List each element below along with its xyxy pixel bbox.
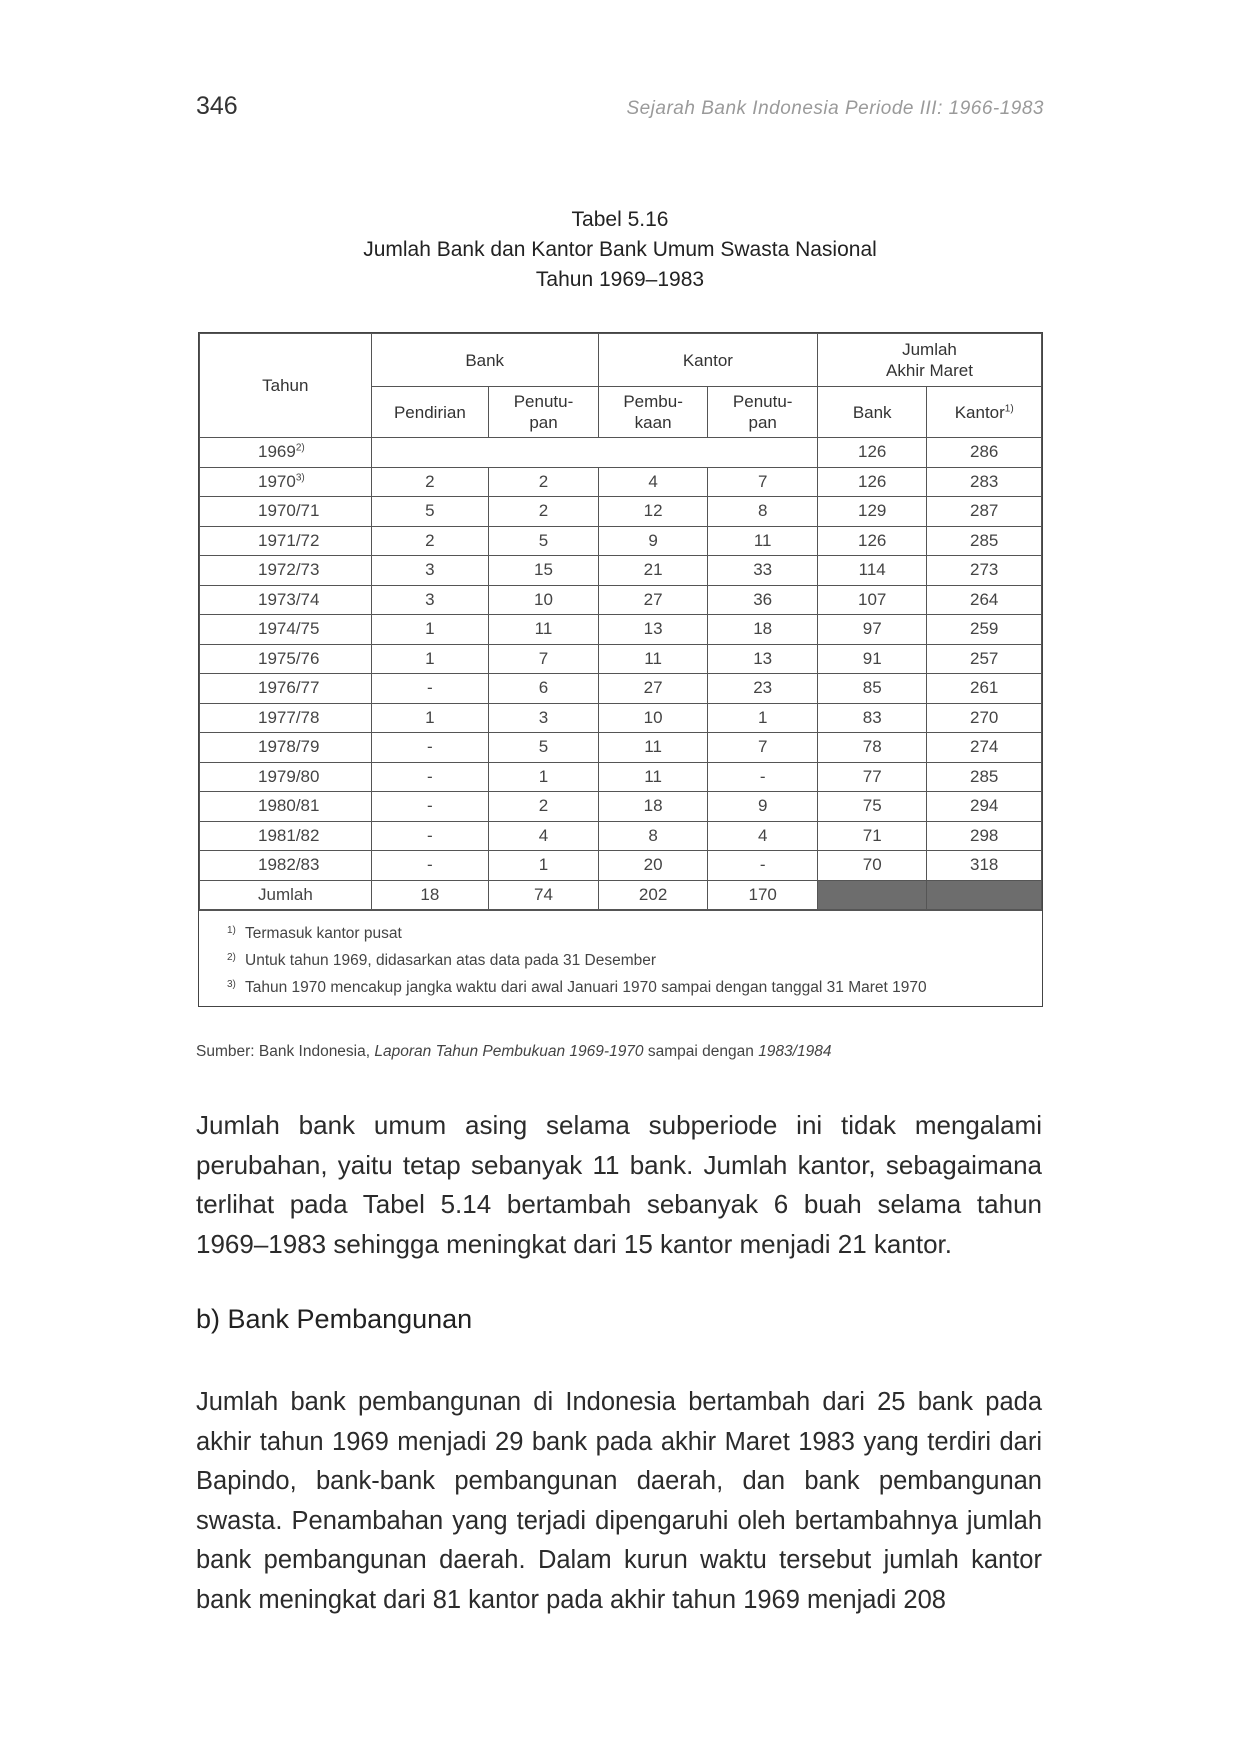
- table-row: [200, 703, 1042, 733]
- cell-penutupan-kantor: 13: [708, 644, 818, 674]
- cell-year: [200, 703, 372, 733]
- cell-year: [200, 762, 372, 792]
- table-caption: [0, 205, 1240, 295]
- cell-year: [200, 438, 372, 468]
- cell-pembukaan: 9: [598, 526, 708, 556]
- cell-kantor: 257: [927, 644, 1042, 674]
- table-source: [196, 1043, 831, 1061]
- cell-bank: 85: [817, 674, 926, 704]
- cell-pendirian: -: [371, 821, 489, 851]
- cell-pendirian: 1: [371, 615, 489, 645]
- cell-pendirian: -: [371, 792, 489, 822]
- source-middle: sampai dengan: [647, 1043, 754, 1060]
- cell-penutupan-bank: 1: [489, 851, 599, 881]
- cell-penutupan-bank: 4: [489, 821, 599, 851]
- header-bank-group: Bank: [371, 334, 598, 387]
- cell-bank: 91: [817, 644, 926, 674]
- cell-year-text: 1975/76: [258, 648, 320, 668]
- cell-bank: 126: [817, 467, 926, 497]
- cell-year-text: 1973/74: [258, 589, 320, 609]
- cell-year-text: 1979/80: [258, 766, 320, 786]
- cell-year: [200, 497, 372, 527]
- cell-penutupan-bank: 2: [489, 792, 599, 822]
- cell-year-text: 1970/71: [258, 501, 320, 521]
- cell-year: [200, 821, 372, 851]
- table-notes: [199, 910, 1042, 1006]
- running-head: Sejarah Bank Indonesia Periode III: 1966-1983: [626, 98, 1044, 119]
- cell-pembukaan: 20: [598, 851, 708, 881]
- cell-pendirian: 3: [371, 585, 489, 615]
- cell-shaded: [927, 880, 1042, 910]
- header-penutupan-kantor-l1: Penutu-: [732, 392, 793, 411]
- note-mark: 1): [227, 925, 236, 936]
- table-row: [200, 497, 1042, 527]
- header-penutupan-bank: [489, 387, 599, 438]
- cell-kantor: 285: [927, 762, 1042, 792]
- table-row: [200, 526, 1042, 556]
- cell-pembukaan: 12: [598, 497, 708, 527]
- source-prefix: Sumber: Bank Indonesia,: [196, 1043, 371, 1060]
- header-pembukaan-l1: Pembu-: [623, 392, 683, 411]
- cell-bank: 126: [817, 526, 926, 556]
- table-row: [200, 438, 1042, 468]
- cell-pendirian: 3: [371, 556, 489, 586]
- cell-kantor: 285: [927, 526, 1042, 556]
- table-row: [200, 762, 1042, 792]
- cell-penutupan-kantor: 36: [708, 585, 818, 615]
- cell-year: [200, 467, 372, 497]
- cell-bank: 71: [817, 821, 926, 851]
- cell-year-text: 1976/77: [258, 678, 320, 698]
- cell-year: [200, 674, 372, 704]
- cell-kantor: 287: [927, 497, 1042, 527]
- cell-year: [200, 851, 372, 881]
- note-text: Untuk tahun 1969, didasarkan atas data pada 31 Desember: [245, 952, 657, 969]
- cell-pembukaan: 11: [598, 644, 708, 674]
- cell-shaded: [817, 880, 926, 910]
- cell-pembukaan: 11: [598, 733, 708, 763]
- cell-pendirian: 2: [371, 467, 489, 497]
- cell-year-text: 1978/79: [258, 737, 320, 757]
- cell-kantor: 259: [927, 615, 1042, 645]
- cell-year-text: 1980/81: [258, 796, 320, 816]
- cell-bank: 114: [817, 556, 926, 586]
- cell-total-penutupan-kantor: 170: [708, 880, 818, 910]
- source-title: Laporan Tahun Pembukuan 1969-1970: [374, 1043, 644, 1060]
- cell-kantor: 264: [927, 585, 1042, 615]
- table-container: [198, 332, 1043, 1007]
- note-text: Termasuk kantor pusat: [245, 925, 402, 942]
- table-subtitle: Tahun 1969–1983: [535, 268, 705, 291]
- cell-pendirian: -: [371, 762, 489, 792]
- header-jumlah-line2: Akhir Maret: [886, 361, 973, 380]
- table-note: [227, 946, 1042, 973]
- header-kantor-col: [927, 387, 1042, 438]
- cell-penutupan-bank: 10: [489, 585, 599, 615]
- cell-bank: 97: [817, 615, 926, 645]
- cell-penutupan-bank: 7: [489, 644, 599, 674]
- cell-pendirian: 1: [371, 703, 489, 733]
- note-mark: 2): [227, 952, 236, 963]
- cell-bank: 75: [817, 792, 926, 822]
- cell-penutupan-kantor: 1: [708, 703, 818, 733]
- cell-year: [200, 585, 372, 615]
- table-row: [200, 792, 1042, 822]
- cell-pembukaan: 11: [598, 762, 708, 792]
- cell-kantor: 283: [927, 467, 1042, 497]
- cell-pendirian: -: [371, 851, 489, 881]
- cell-penutupan-bank: 6: [489, 674, 599, 704]
- cell-penutupan-bank: 3: [489, 703, 599, 733]
- cell-bank: 78: [817, 733, 926, 763]
- cell-kantor: 294: [927, 792, 1042, 822]
- cell-penutupan-kantor: 18: [708, 615, 818, 645]
- cell-pendirian: 1: [371, 644, 489, 674]
- header-kantor-group: Kantor: [598, 334, 817, 387]
- cell-pembukaan: 4: [598, 467, 708, 497]
- paragraph: Jumlah bank umum asing selama subperiode ini tidak mengalami perubahan, yaitu tetap sebanyak 11 bank. Jumlah kantor, sebagaimana terlihat pada Tabel 5.14 bertambah sebanyak 6 buah selama tahun 1969–1983 sehingga meningkat dari 15 kantor menjadi 21 kantor.: [196, 1110, 1042, 1259]
- cell-penutupan-bank: 2: [489, 497, 599, 527]
- cell-total-pembukaan: 202: [598, 880, 708, 910]
- header-jumlah-line1: Jumlah: [902, 340, 957, 359]
- table-row: [200, 556, 1042, 586]
- cell-kantor: 261: [927, 674, 1042, 704]
- cell-penutupan-bank: 1: [489, 762, 599, 792]
- cell-penutupan-kantor: 7: [708, 467, 818, 497]
- cell-pembukaan: 18: [598, 792, 708, 822]
- cell-penutupan-kantor: 7: [708, 733, 818, 763]
- note-mark: 3): [227, 979, 236, 990]
- cell-year: [200, 556, 372, 586]
- cell-pendirian: 2: [371, 526, 489, 556]
- header-penutupan-bank-l2: pan: [529, 413, 558, 432]
- table-row: [200, 585, 1042, 615]
- source-end: 1983/1984: [758, 1043, 832, 1060]
- cell-pembukaan: 10: [598, 703, 708, 733]
- cell-bank: 83: [817, 703, 926, 733]
- cell-penutupan-kantor: -: [708, 851, 818, 881]
- cell-year-mark: 2): [295, 442, 305, 454]
- table-row: [200, 733, 1042, 763]
- table-title: Jumlah Bank dan Kantor Bank Umum Swasta Nasional: [363, 238, 877, 261]
- header-penutupan-kantor: [708, 387, 818, 438]
- cell-pembukaan: 13: [598, 615, 708, 645]
- header-pembukaan: [598, 387, 708, 438]
- header-penutupan-kantor-l2: pan: [748, 413, 777, 432]
- cell-year: [200, 615, 372, 645]
- cell-year: [200, 792, 372, 822]
- cell-penutupan-kantor: 8: [708, 497, 818, 527]
- cell-kantor: 270: [927, 703, 1042, 733]
- cell-year: [200, 526, 372, 556]
- table-label: Tabel 5.16: [571, 208, 669, 231]
- cell-penutupan-kantor: 4: [708, 821, 818, 851]
- cell-pembukaan: 21: [598, 556, 708, 586]
- cell-penutupan-bank: 2: [489, 467, 599, 497]
- table-note: [227, 919, 1042, 946]
- section-heading: b) Bank Pembangunan: [196, 1304, 473, 1334]
- header-bank-col: Bank: [817, 387, 926, 438]
- cell-total-pendirian: 18: [371, 880, 489, 910]
- header-pembukaan-l2: kaan: [634, 413, 672, 432]
- cell-year-text: 1971/72: [258, 530, 320, 550]
- table-row: [200, 851, 1042, 881]
- note-text: Tahun 1970 mencakup jangka waktu dari awal Januari 1970 sampai dengan tanggal 31 Maret 1970: [245, 979, 927, 996]
- cell-penutupan-bank: 5: [489, 526, 599, 556]
- cell-kantor: 318: [927, 851, 1042, 881]
- cell-year-text: 1970: [258, 471, 296, 491]
- cell-pendirian: 5: [371, 497, 489, 527]
- cell-kantor: 274: [927, 733, 1042, 763]
- cell-penutupan-kantor: 33: [708, 556, 818, 586]
- header-pendirian: Pendirian: [371, 387, 489, 438]
- cell-bank: 77: [817, 762, 926, 792]
- cell-kantor: 298: [927, 821, 1042, 851]
- cell-kantor: 273: [927, 556, 1042, 586]
- cell-bank: 107: [817, 585, 926, 615]
- cell-pendirian: -: [371, 733, 489, 763]
- cell-bank: 126: [817, 438, 926, 468]
- table-row: [200, 644, 1042, 674]
- paragraph: Jumlah bank pembangunan di Indonesia bertambah dari 25 bank pada akhir tahun 1969 menjadi 29 bank pada akhir Maret 1983 yang terdiri dari Bapindo, bank-bank pembangunan daerah, dan bank pembangunan swasta. Penambahan yang terjadi dipengaruhi oleh bertambahnya jumlah bank pembangunan daerah. Dalam kurun waktu tersebut jumlah kantor bank meningkat dari 81 kantor pada akhir tahun 1969 menjadi 208: [196, 1388, 1042, 1614]
- cell-empty-span: [371, 438, 817, 468]
- header-kantor-note-mark: 1): [1004, 402, 1014, 414]
- cell-year-text: 1969: [258, 442, 296, 462]
- cell-year-text: 1972/73: [258, 560, 320, 580]
- cell-pembukaan: 8: [598, 821, 708, 851]
- cell-penutupan-kantor: -: [708, 762, 818, 792]
- cell-pendirian: -: [371, 674, 489, 704]
- cell-pembukaan: 27: [598, 674, 708, 704]
- header-tahun: Tahun: [200, 334, 372, 438]
- table-row: [200, 467, 1042, 497]
- table-note: [227, 973, 1042, 1000]
- cell-year: [200, 644, 372, 674]
- cell-year-text: 1982/83: [258, 855, 320, 875]
- total-row: [200, 880, 1042, 910]
- cell-pembukaan: 27: [598, 585, 708, 615]
- cell-bank: 129: [817, 497, 926, 527]
- cell-penutupan-kantor: 11: [708, 526, 818, 556]
- cell-total-label: Jumlah: [200, 880, 372, 910]
- table-row: [200, 674, 1042, 704]
- header-kantor-col-text: Kantor: [954, 402, 1005, 422]
- cell-penutupan-bank: 15: [489, 556, 599, 586]
- cell-year-text: 1974/75: [258, 619, 320, 639]
- page-number: 346: [196, 92, 238, 120]
- cell-total-penutupan: 74: [489, 880, 599, 910]
- cell-year-text: 1981/82: [258, 825, 320, 845]
- cell-penutupan-kantor: 23: [708, 674, 818, 704]
- cell-kantor: 286: [927, 438, 1042, 468]
- cell-penutupan-bank: 5: [489, 733, 599, 763]
- cell-penutupan-kantor: 9: [708, 792, 818, 822]
- header-penutupan-bank-l1: Penutu-: [513, 392, 574, 411]
- table-row: [200, 615, 1042, 645]
- cell-penutupan-bank: 11: [489, 615, 599, 645]
- cell-year-mark: 3): [295, 472, 305, 484]
- table-row: [200, 821, 1042, 851]
- cell-bank: 70: [817, 851, 926, 881]
- cell-year-text: 1977/78: [258, 707, 320, 727]
- header-jumlah-group: [817, 334, 1041, 387]
- cell-year: [200, 733, 372, 763]
- bank-table: [199, 333, 1042, 910]
